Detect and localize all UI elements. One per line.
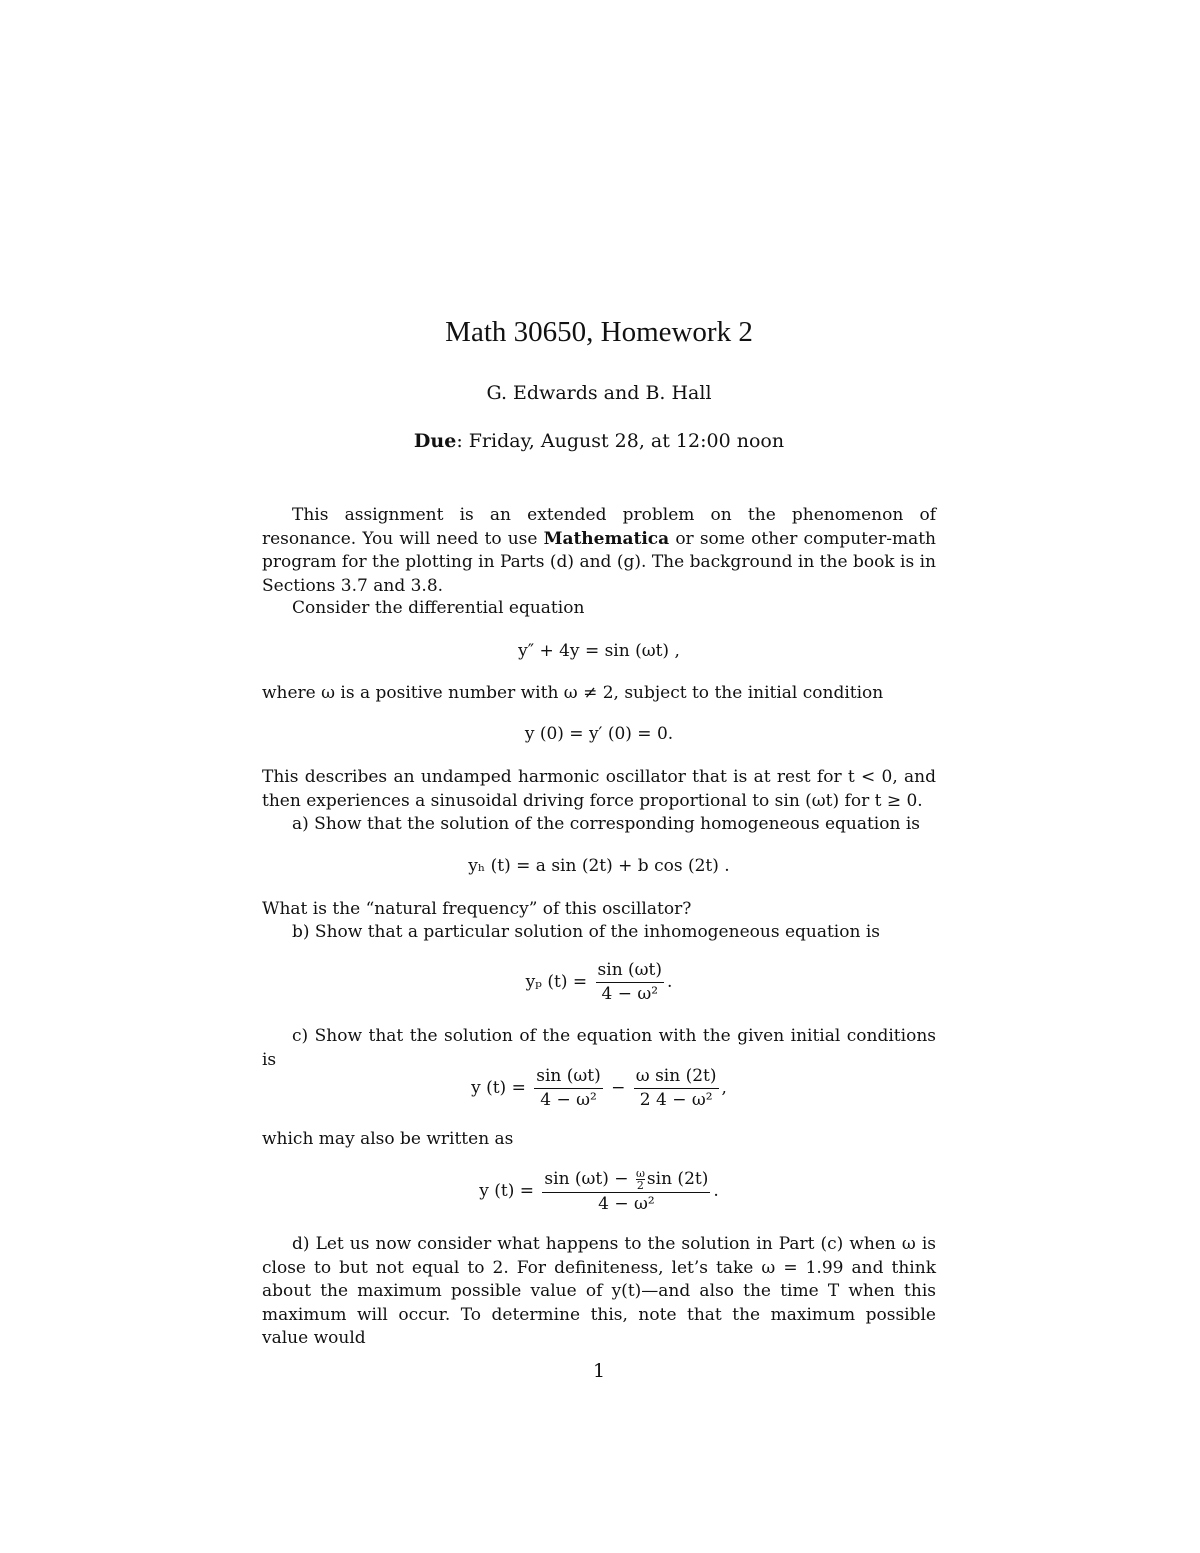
eq6-small-denominator: 2 (636, 1179, 644, 1192)
equation-4: yₚ (t) = $\frac{\sin (\omega t)}{\text{4 − ω²}}$ . (525, 960, 673, 1004)
due-text: : Friday, August 28, at 12:00 noon (456, 430, 785, 452)
eq6-numerator-b: sin (2t) (646, 1169, 709, 1189)
eq5-numerator-1: sin (ωt) (534, 1066, 602, 1089)
equation-3: yₕ (t) = a sin (2t) + b cos (2t) . (468, 856, 730, 876)
eq5-denominator-2: 2 4 − ω² (639, 1090, 713, 1110)
document-title: Math 30650, Homework 2 (445, 316, 753, 348)
intro-paragraph (262, 504, 936, 598)
natural-frequency-question: What is the “natural frequency” of this oscillator? (262, 899, 692, 919)
page-number: 1 (592, 1360, 606, 1382)
eq5-numerator-2: ω sin (2t) (634, 1066, 719, 1089)
eq6-numerator (542, 1168, 710, 1193)
equation-5: y (t) = $\frac{\sin (\omega t)}{\text{4 − ω²}}$ − $\frac{\text{ω sin (2t)}}{\text{2 4 − ω²}}$ , (471, 1066, 727, 1110)
eq5-fraction-1 (534, 1066, 602, 1111)
eq6-numerator-a: sin (ωt) − (544, 1169, 629, 1189)
equation-1: y″ + 4y = sin (ωt) , (518, 641, 680, 661)
eq4-lhs: yₚ (t) = (525, 972, 588, 992)
authors: G. Edwards and B. Hall (486, 382, 712, 404)
eq4-numerator: sin (ωt) (596, 960, 664, 983)
mathematica-bold: Mathematica (543, 528, 670, 549)
consider-paragraph: Consider the differential equation (292, 598, 585, 618)
due-date (262, 430, 936, 452)
after-equation-1: where ω is a positive number with ω ≠ 2, subject to the initial condition (262, 683, 884, 703)
equation-6: y (t) = sin (ωt) − $\frac{\omega}{2}$ sin (2t) 4 − ω² . (479, 1167, 719, 1214)
intro-text-a: This assignment is an extended problem on the phenomenon of resonance. You will need to use (262, 505, 936, 549)
eq4-fraction (596, 960, 664, 1005)
part-a: a) Show that the solution of the corresponding homogeneous equation is (292, 814, 920, 834)
part-b: b) Show that a particular solution of the inhomogeneous equation is (292, 922, 880, 942)
due-label: Due (413, 430, 457, 452)
eq6-denominator: 4 − ω² (598, 1194, 655, 1214)
eq6-omega-half (636, 1168, 645, 1191)
part-c: c) Show that the solution of the equation with the given initial conditions is (262, 1026, 936, 1070)
eq6-fraction (542, 1168, 710, 1215)
eq4-denominator: 4 − ω² (601, 984, 659, 1004)
eq5-denominator-1: 4 − ω² (540, 1090, 597, 1110)
intro-text-b: or some other computer-math program for the plotting in Parts (d) and (g). The background in the book is in Sections 3.7 and 3.8. (262, 528, 936, 596)
eq5-minus: − (611, 1078, 626, 1098)
eq6-lhs: y (t) = (479, 1181, 534, 1201)
oscillator-paragraph: This describes an undamped harmonic oscillator that is at rest for t < 0, and then experiences a sinusoidal driving force proportional to sin (ωt) for t ≥ 0. (262, 767, 936, 811)
eq6-small-numerator: ω (635, 1167, 645, 1180)
eq5-fraction-2 (634, 1066, 719, 1111)
alternate-form-intro: which may also be written as (262, 1129, 514, 1149)
eq5-lhs: y (t) = (471, 1078, 526, 1098)
equation-2: y (0) = y′ (0) = 0. (524, 724, 674, 744)
part-d: d) Let us now consider what happens to the solution in Part (c) when ω is close to but not equal to 2. For definiteness, let’s take ω = 1.99 and think about the maximum possible value of y(t)—and also the time T when this maximum will occur. To determine this, note that the maximum possible value would (262, 1234, 936, 1348)
